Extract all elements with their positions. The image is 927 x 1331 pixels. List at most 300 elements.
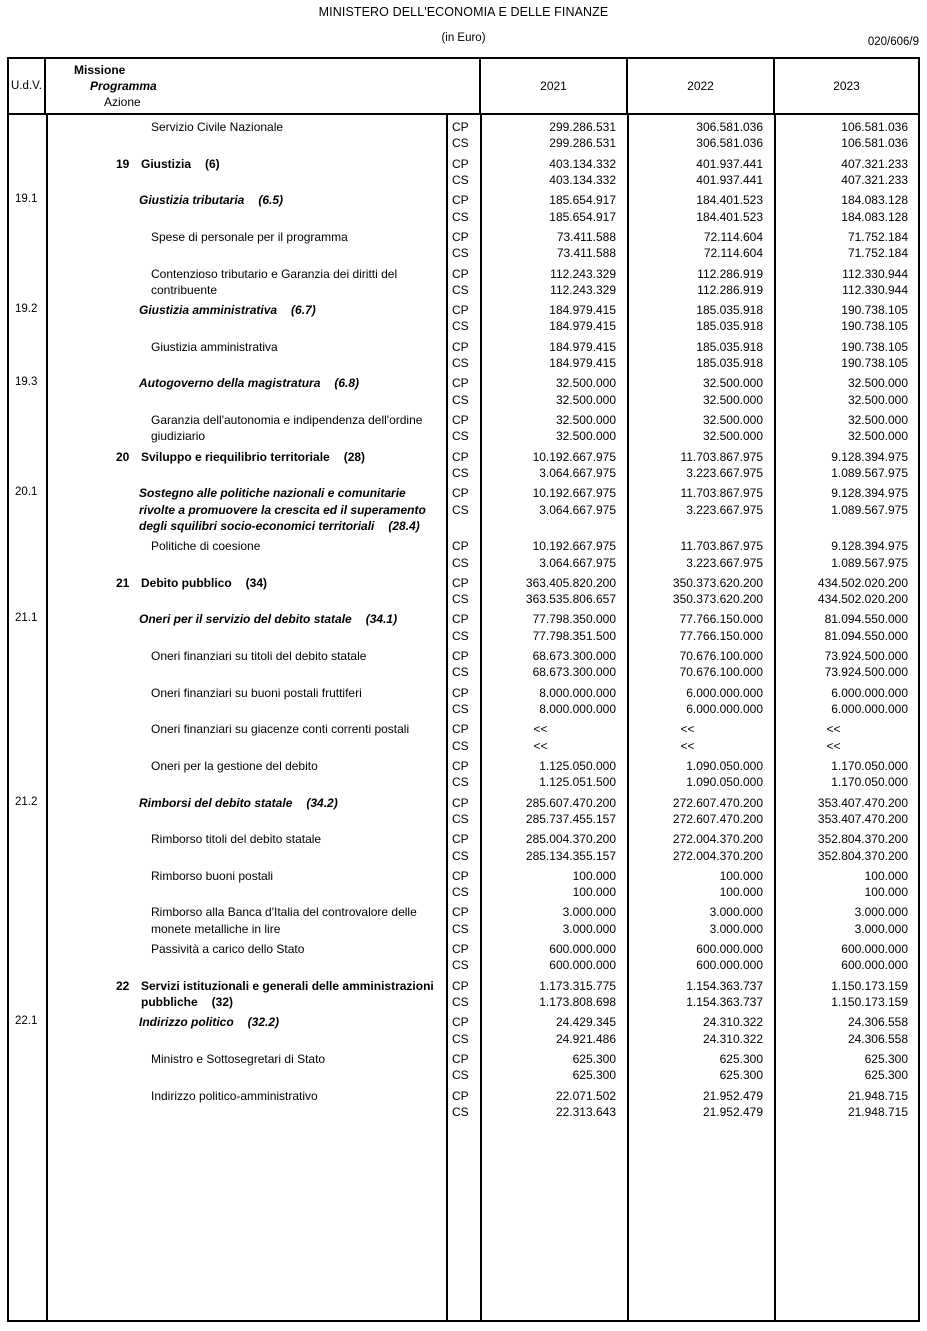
row-value-cp: 9.128.394.975 xyxy=(831,449,908,464)
row-value-2021 xyxy=(479,791,626,828)
row-value-cs: 68.673.300.000 xyxy=(532,665,616,680)
row-value-cs: 3.064.667.975 xyxy=(539,555,616,570)
row-udv xyxy=(9,408,46,445)
row-type-cs: CS xyxy=(452,1104,469,1119)
row-value-cs: 3.064.667.975 xyxy=(539,502,616,517)
filler-desc xyxy=(46,1120,445,1320)
row-label-text: Oneri per il servizio del debito statale xyxy=(139,612,352,627)
row-label-text: Indirizzo politico-amministrativo xyxy=(151,1088,318,1103)
row-value-2021 xyxy=(479,974,626,1011)
row-value-2023 xyxy=(773,1010,918,1047)
row-udv xyxy=(9,335,46,372)
row-code: (34.1) xyxy=(365,612,398,627)
row-value-2023 xyxy=(773,864,918,901)
row-value-2022 xyxy=(626,481,773,534)
row-value-cp: 68.673.300.000 xyxy=(532,649,616,664)
row-type-labels xyxy=(445,681,479,718)
row-value-cp: 434.502.020.200 xyxy=(817,575,908,590)
row-value-cp: 112.330.944 xyxy=(842,266,908,281)
table-row xyxy=(9,681,918,718)
row-label xyxy=(46,262,445,299)
row-label-text: Servizi istituzionali e generali delle amministrazioni pubbliche xyxy=(141,978,434,1009)
row-udv xyxy=(9,445,46,482)
row-label-text: Giustizia amministrativa xyxy=(151,339,278,354)
row-value-cs: 73.924.500.000 xyxy=(824,665,908,680)
filler-2023 xyxy=(773,1120,918,1320)
row-value-2021 xyxy=(479,1047,626,1084)
row-udv xyxy=(9,681,46,718)
row-value-cp: 285.607.470.200 xyxy=(525,795,616,810)
row-type-cs: CS xyxy=(452,555,469,570)
row-value-cp: 185.035.918 xyxy=(696,339,763,354)
row-value-cs: 71.752.184 xyxy=(847,246,908,261)
row-label xyxy=(46,754,445,791)
row-value-cp: 10.192.667.975 xyxy=(532,449,616,464)
row-value-cs: 3.223.667.975 xyxy=(686,555,763,570)
row-value-2021 xyxy=(479,262,626,299)
row-value-cp: 112.243.329 xyxy=(550,266,616,281)
row-type-labels xyxy=(445,262,479,299)
row-value-cs: 32.500.000 xyxy=(847,429,908,444)
row-label xyxy=(46,900,445,937)
row-value-cp: 403.134.332 xyxy=(549,156,616,171)
table-row xyxy=(9,571,918,608)
row-value-2023 xyxy=(773,371,918,408)
row-code: (28) xyxy=(343,449,366,464)
row-label-text: Autogoverno della magistratura xyxy=(139,376,321,391)
row-value-cp: 71.752.184 xyxy=(847,229,908,244)
row-value-cp: 3.000.000 xyxy=(562,905,616,920)
row-value-2022 xyxy=(626,644,773,681)
row-type-labels xyxy=(445,534,479,571)
row-value-cp: 407.321.233 xyxy=(841,156,908,171)
row-type-cs: CS xyxy=(452,465,469,480)
table-row xyxy=(9,900,918,937)
row-udv xyxy=(9,225,46,262)
row-label-text: Oneri finanziari su titoli del debito statale xyxy=(151,649,367,664)
row-value-cp: 24.310.322 xyxy=(702,1015,763,1030)
table-row xyxy=(9,298,918,335)
row-udv xyxy=(9,644,46,681)
table-row xyxy=(9,1010,918,1047)
row-value-cp: << xyxy=(680,722,695,737)
row-value-cs: << xyxy=(533,738,548,753)
row-value-cp: 11.703.867.975 xyxy=(680,449,763,464)
row-type-labels xyxy=(445,974,479,1011)
row-value-cp: 1.154.363.737 xyxy=(686,978,763,993)
row-value-2022 xyxy=(626,717,773,754)
row-value-cp: 21.952.479 xyxy=(702,1088,763,1103)
row-type-cs: CS xyxy=(452,921,469,936)
row-value-cp: 185.035.918 xyxy=(696,303,763,318)
row-type-labels xyxy=(445,754,479,791)
row-label xyxy=(46,115,445,152)
column-header-2021: 2021 xyxy=(479,59,626,113)
row-value-2022 xyxy=(626,445,773,482)
row-value-cs: 112.330.944 xyxy=(842,282,908,297)
row-value-2023 xyxy=(773,900,918,937)
row-label-text: Garanzia dell'autonomia e indipendenza dell'ordine giudiziario xyxy=(151,413,423,444)
row-type-cs: CS xyxy=(452,665,469,680)
page-title: MINISTERO DELL'ECONOMIA E DELLE FINANZE xyxy=(318,5,609,19)
row-value-cp: 401.937.441 xyxy=(696,156,763,171)
row-value-cp: 32.500.000 xyxy=(702,413,763,427)
row-value-cs: 24.310.322 xyxy=(702,1031,763,1046)
row-value-cp: 600.000.000 xyxy=(696,942,763,957)
column-header-udv: U.d.V. xyxy=(9,59,46,113)
row-type-cs: CS xyxy=(452,702,469,716)
row-label xyxy=(46,1010,445,1047)
row-code: (28.4) xyxy=(388,518,420,533)
row-type-cp: CP xyxy=(452,339,469,354)
row-value-cs: 32.500.000 xyxy=(555,392,616,407)
row-value-2022 xyxy=(626,262,773,299)
row-value-cp: 306.581.036 xyxy=(696,120,763,134)
row-udv: 22.1 xyxy=(15,1015,38,1028)
row-code: (32) xyxy=(211,995,234,1009)
row-label-text: Giustizia tributaria xyxy=(139,193,245,208)
row-value-cs: 184.979.415 xyxy=(549,356,616,371)
row-value-cs: 1.173.808.698 xyxy=(539,995,616,1009)
row-value-2023 xyxy=(773,1047,918,1084)
row-label-text: Rimborso titoli del debito statale xyxy=(151,832,322,847)
row-value-cs: 350.373.620.200 xyxy=(672,592,763,607)
row-value-cs: 6.000.000.000 xyxy=(686,702,763,716)
row-type-labels xyxy=(445,900,479,937)
row-value-cs: 8.000.000.000 xyxy=(539,702,616,716)
row-udv xyxy=(9,1084,46,1121)
row-value-cp: 100.000 xyxy=(864,868,908,883)
row-value-cs: 299.286.531 xyxy=(549,136,616,151)
table-filler xyxy=(9,1120,918,1320)
table-body xyxy=(9,115,918,1320)
row-type-labels xyxy=(445,371,479,408)
table-row xyxy=(9,791,918,828)
row-type-cs: CS xyxy=(452,958,469,973)
row-value-2021 xyxy=(479,937,626,974)
row-label xyxy=(46,607,445,644)
row-udv xyxy=(9,152,46,189)
row-udv: 19.1 xyxy=(15,193,38,206)
row-value-cs: 77.766.150.000 xyxy=(679,628,763,643)
row-code: (34.2) xyxy=(306,795,338,810)
column-header-programma: Programma xyxy=(90,79,157,94)
row-value-cp: 625.300 xyxy=(864,1051,908,1066)
row-type-cp: CP xyxy=(452,612,469,627)
column-header-missione: Missione xyxy=(74,63,126,77)
row-udv xyxy=(9,937,46,974)
row-code: (6.7) xyxy=(291,303,316,318)
row-value-2021 xyxy=(479,644,626,681)
row-code: (6.8) xyxy=(334,376,360,391)
row-label xyxy=(46,717,445,754)
row-value-cp: 21.948.715 xyxy=(847,1088,908,1103)
row-value-2022 xyxy=(626,607,773,644)
row-label-text: Servizio Civile Nazionale xyxy=(151,120,284,134)
row-type-labels xyxy=(445,791,479,828)
row-type-cp: CP xyxy=(452,303,469,318)
row-type-cp: CP xyxy=(452,1015,469,1030)
row-value-cs: 190.738.105 xyxy=(841,319,908,334)
row-code: (6) xyxy=(205,156,220,171)
row-type-cs: CS xyxy=(452,429,469,444)
row-label xyxy=(46,974,445,1011)
row-value-cs: 100.000 xyxy=(572,885,616,900)
row-value-2022 xyxy=(626,864,773,901)
row-type-labels xyxy=(445,335,479,372)
row-label xyxy=(46,408,445,445)
row-value-cs: 32.500.000 xyxy=(555,429,616,444)
row-value-cp: 272.607.470.200 xyxy=(672,795,763,810)
row-value-cp: 11.703.867.975 xyxy=(680,486,763,501)
row-value-2022 xyxy=(626,188,773,225)
row-value-cs: 185.654.917 xyxy=(549,209,616,224)
row-value-cs: 625.300 xyxy=(719,1068,763,1083)
row-udv xyxy=(9,1047,46,1084)
row-label-text: Oneri finanziari su buoni postali fruttiferi xyxy=(151,685,362,700)
row-value-2023 xyxy=(773,754,918,791)
row-value-cs: 401.937.441 xyxy=(696,172,763,187)
row-value-2023 xyxy=(773,974,918,1011)
column-header-2022: 2022 xyxy=(626,59,773,113)
row-type-cp: CP xyxy=(452,942,469,957)
row-value-2023 xyxy=(773,225,918,262)
row-value-cp: 73.924.500.000 xyxy=(824,649,908,664)
row-value-cp: 3.000.000 xyxy=(709,905,763,920)
row-value-cp: 350.373.620.200 xyxy=(672,575,763,590)
row-value-cp: 299.286.531 xyxy=(549,120,616,134)
table-row xyxy=(9,1047,918,1084)
row-label-text: Debito pubblico xyxy=(141,575,232,590)
row-label xyxy=(46,371,445,408)
row-value-cs: 112.286.919 xyxy=(697,282,763,297)
row-type-cs: CS xyxy=(452,848,469,863)
row-value-cp: 6.000.000.000 xyxy=(686,685,763,700)
row-value-cp: 100.000 xyxy=(572,868,616,883)
row-value-cs: 22.313.643 xyxy=(555,1104,616,1119)
row-value-cp: 81.094.550.000 xyxy=(824,612,908,627)
row-value-2021 xyxy=(479,754,626,791)
row-type-cp: CP xyxy=(452,449,469,464)
row-label xyxy=(46,1047,445,1084)
row-type-cs: CS xyxy=(452,319,469,334)
row-label xyxy=(46,864,445,901)
row-label xyxy=(46,445,445,482)
table-rows xyxy=(9,115,918,1120)
row-type-cp: CP xyxy=(452,905,469,920)
row-type-labels xyxy=(445,864,479,901)
row-label xyxy=(46,298,445,335)
row-value-cp: 190.738.105 xyxy=(841,339,908,354)
row-value-2023 xyxy=(773,481,918,534)
table-header-row xyxy=(9,59,918,115)
row-type-labels xyxy=(445,827,479,864)
row-type-cs: CS xyxy=(452,502,469,517)
row-label xyxy=(46,644,445,681)
row-value-cs: 600.000.000 xyxy=(549,958,616,973)
row-type-cs: CS xyxy=(452,392,469,407)
filler-type xyxy=(445,1120,479,1320)
row-value-cs: 1.089.567.975 xyxy=(831,555,908,570)
row-label-text: Oneri finanziari su giacenze conti correnti postali xyxy=(151,722,410,737)
row-value-cp: 72.114.604 xyxy=(703,229,763,244)
row-value-cs: 3.000.000 xyxy=(854,921,908,936)
row-value-2022 xyxy=(626,681,773,718)
row-value-2022 xyxy=(626,335,773,372)
row-value-cs: 1.125.051.500 xyxy=(539,775,616,790)
table-row xyxy=(9,864,918,901)
row-value-cp: 1.125.050.000 xyxy=(539,758,616,773)
row-value-cp: 8.000.000.000 xyxy=(539,685,616,700)
row-type-cp: CP xyxy=(452,832,469,847)
row-value-cs: 3.000.000 xyxy=(562,921,616,936)
row-value-cs: 352.804.370.200 xyxy=(817,848,908,863)
row-type-cp: CP xyxy=(452,120,469,134)
row-type-labels xyxy=(445,1084,479,1121)
row-value-2022 xyxy=(626,791,773,828)
row-value-cp: 184.401.523 xyxy=(696,193,763,208)
row-value-cp: 285.004.370.200 xyxy=(525,832,616,847)
table-row xyxy=(9,754,918,791)
row-value-cs: 363.535.806.657 xyxy=(525,592,616,607)
row-label-text: Indirizzo politico xyxy=(139,1015,234,1030)
row-value-cp: 352.804.370.200 xyxy=(817,832,908,847)
row-value-cs: 190.738.105 xyxy=(841,356,908,371)
row-udv xyxy=(9,900,46,937)
row-value-cs: 272.004.370.200 xyxy=(672,848,763,863)
row-value-2023 xyxy=(773,408,918,445)
row-value-cs: 1.154.363.737 xyxy=(686,995,763,1009)
document-masthead xyxy=(0,0,927,44)
row-type-cs: CS xyxy=(452,885,469,900)
row-value-cs: 1.089.567.975 xyxy=(831,465,908,480)
row-value-cp: 6.000.000.000 xyxy=(831,685,908,700)
filler-2021 xyxy=(479,1120,626,1320)
row-value-cp: 77.766.150.000 xyxy=(679,612,763,627)
row-type-cp: CP xyxy=(452,795,469,810)
row-label xyxy=(46,225,445,262)
row-value-cp: 625.300 xyxy=(719,1051,763,1066)
row-label xyxy=(46,1084,445,1121)
row-value-cs: 353.407.470.200 xyxy=(817,811,908,826)
row-value-2022 xyxy=(626,152,773,189)
row-value-2023 xyxy=(773,534,918,571)
row-type-cp: CP xyxy=(452,229,469,244)
row-value-cp: 625.300 xyxy=(572,1051,616,1066)
row-value-cs: << xyxy=(826,738,841,753)
row-value-cs: 1.089.567.975 xyxy=(831,502,908,517)
row-type-cs: CS xyxy=(452,738,469,753)
column-header-2023: 2023 xyxy=(773,59,918,113)
row-value-2022 xyxy=(626,754,773,791)
row-value-2023 xyxy=(773,571,918,608)
row-value-cs: 77.798.351.500 xyxy=(532,628,616,643)
row-value-cs: 3.000.000 xyxy=(709,921,763,936)
row-type-labels xyxy=(445,408,479,445)
row-value-cs: 73.411.588 xyxy=(556,246,616,261)
table-row xyxy=(9,717,918,754)
row-label xyxy=(46,937,445,974)
row-value-2023 xyxy=(773,188,918,225)
row-value-2023 xyxy=(773,791,918,828)
row-udv xyxy=(9,717,46,754)
row-value-2023 xyxy=(773,445,918,482)
row-value-cs: 1.150.173.159 xyxy=(831,995,908,1009)
row-value-2021 xyxy=(479,188,626,225)
filler-udv xyxy=(9,1120,46,1320)
table-row xyxy=(9,644,918,681)
row-label xyxy=(46,188,445,225)
row-value-cs: 403.134.332 xyxy=(549,172,616,187)
row-value-2023 xyxy=(773,115,918,152)
row-value-2022 xyxy=(626,1084,773,1121)
row-type-cs: CS xyxy=(452,209,469,224)
row-value-cp: 363.405.820.200 xyxy=(525,575,616,590)
table-row xyxy=(9,188,918,225)
row-value-cs: 285.134.355.157 xyxy=(525,848,616,863)
row-value-cs: 185.035.918 xyxy=(696,319,763,334)
currency-unit-label: (in Euro) xyxy=(441,32,486,44)
row-label xyxy=(46,335,445,372)
row-mission-number: 19 xyxy=(116,156,130,171)
row-value-cp: 24.306.558 xyxy=(847,1015,908,1030)
row-value-cs: 272.607.470.200 xyxy=(672,811,763,826)
row-type-labels xyxy=(445,607,479,644)
row-value-cs: 184.083.128 xyxy=(841,209,908,224)
row-value-2021 xyxy=(479,371,626,408)
row-label-text: Politiche di coesione xyxy=(151,539,261,554)
row-code: (32.2) xyxy=(247,1015,280,1030)
row-type-cs: CS xyxy=(452,246,469,261)
column-header-hierarchy xyxy=(46,59,445,113)
row-value-cs: 407.321.233 xyxy=(841,172,908,187)
row-value-cs: 70.676.100.000 xyxy=(679,665,763,680)
row-value-2022 xyxy=(626,974,773,1011)
column-header-type xyxy=(445,59,479,113)
row-value-cp: 600.000.000 xyxy=(549,942,616,957)
row-value-2021 xyxy=(479,408,626,445)
row-value-cp: 11.703.867.975 xyxy=(680,539,763,554)
row-udv xyxy=(9,571,46,608)
row-value-2021 xyxy=(479,534,626,571)
row-value-cs: 100.000 xyxy=(864,885,908,900)
row-type-labels xyxy=(445,152,479,189)
row-type-labels xyxy=(445,644,479,681)
row-label-text: Ministro e Sottosegretari di Stato xyxy=(151,1051,326,1066)
row-label xyxy=(46,571,445,608)
row-value-cp: 9.128.394.975 xyxy=(831,486,908,501)
row-value-cp: 73.411.588 xyxy=(556,229,616,244)
row-value-cp: 77.798.350.000 xyxy=(532,612,616,627)
row-value-2023 xyxy=(773,681,918,718)
row-value-cs: 21.952.479 xyxy=(702,1104,763,1119)
row-udv xyxy=(9,974,46,1011)
row-value-cp: 24.429.345 xyxy=(555,1015,616,1030)
row-type-cs: CS xyxy=(452,1031,469,1046)
row-value-cp: 184.083.128 xyxy=(841,193,908,208)
table-row xyxy=(9,445,918,482)
table-row xyxy=(9,408,918,445)
row-mission-number: 20 xyxy=(116,449,130,464)
row-type-cs: CS xyxy=(452,995,469,1009)
row-value-2022 xyxy=(626,900,773,937)
row-value-cp: 1.150.173.159 xyxy=(831,978,908,993)
row-value-cp: << xyxy=(533,722,548,737)
row-type-cp: CP xyxy=(452,758,469,773)
row-value-2021 xyxy=(479,1084,626,1121)
row-type-labels xyxy=(445,571,479,608)
row-udv xyxy=(9,262,46,299)
